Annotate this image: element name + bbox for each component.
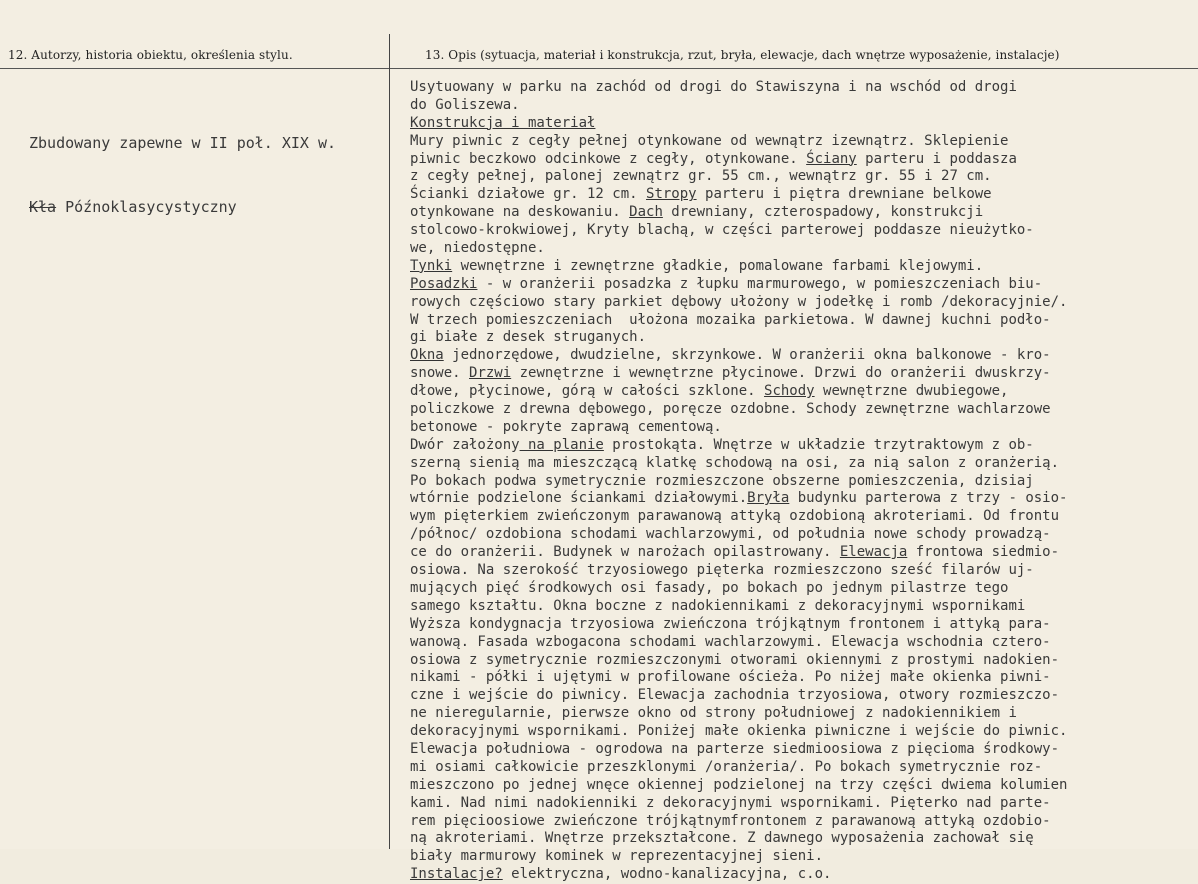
description-line (410, 222, 1196, 240)
description-line (410, 204, 1196, 222)
text-run: policzkowe z drewna dębowego, poręcze ozdobne. Schody zewnętrzne wachlarzowe (410, 401, 1051, 418)
description-line (410, 795, 1196, 813)
description-line (410, 97, 1196, 115)
description-line (410, 687, 1196, 705)
description-line (410, 168, 1196, 186)
description-line (410, 508, 1196, 526)
text-run: mi osiami całkowicie przeszklonymi /oranżeria/. Po bokach symetrycznie roz- (410, 758, 1043, 775)
text-run: mieszczono po jednej wnęce okiennej podzielonej na trzy części dwiema kolumien (410, 776, 1068, 793)
section-12-heading: 12. Autorzy, historia obiektu, określenia stylu. (8, 48, 293, 62)
text-run: Mury piwnic z cegły pełnej otynkowane od wewnątrz izewnątrz. Sklepienie (410, 132, 1009, 149)
text-run: biały marmurowy kominek w reprezentacyjnej sieni. (410, 848, 824, 865)
description-line (410, 329, 1196, 347)
description-line (410, 419, 1196, 437)
text-run: Usytuowany w parku na zachód od drogi do Stawiszyna i na wschód od drogi (410, 79, 1017, 95)
description-line (410, 526, 1196, 544)
description-line (410, 580, 1196, 598)
text-run: z cegły pełnej, palonej zewnątrz gr. 55 cm., wewnątrz gr. 55 i 27 cm. (410, 168, 992, 185)
text-run: W trzech pomieszczeniach ułożona mozaika parkietowa. W dawnej kuchni podło- (410, 311, 1051, 328)
text-run: wtórnie podzielone ściankami działowymi. (410, 490, 748, 507)
description-line (410, 777, 1196, 795)
text-run: wanową. Fasada wzbogacona schodami wachlarzowymi. Elewacja wschodnia cztero- (410, 633, 1051, 650)
text-run: Po bokach podwa symetrycznie rozmieszczone obszerne pomieszczenia, dzisiaj (410, 472, 1034, 489)
description-line (410, 669, 1196, 687)
text-run: ce do oranżerii. Budynek w narożach opilastrowany. (410, 544, 840, 561)
text-run: ne nieregularnie, pierwsze okno od strony południowej z nadokiennikiem i (410, 705, 1017, 722)
text-run: /północ/ ozdobiona schodami wachlarzowymi, od południa nowe schody prowadzą- (410, 526, 1051, 543)
text-run: osiowa z symetrycznie rozmieszczonymi otworami okiennymi z prostymi nadokien- (410, 651, 1060, 668)
history-style-text (29, 86, 336, 260)
underlined-heading: Drzwi (469, 365, 512, 382)
text-run: Wyższa kondygnacja trzyosiowa zwieńczona trójkątnym frontonem i attyką para- (410, 615, 1051, 632)
text-run: stolcowo-krokwiowej, Kryty blachą, w części parterowej poddasze nieużytko- (410, 222, 1034, 239)
description-line (410, 830, 1196, 848)
description-line (410, 383, 1196, 401)
text-run: budynku parterowa z trzy - osio- (789, 490, 1068, 507)
text-run: ną akroteriami. Wnętrze przekształcone. Z dawnego wyposażenia zachował się (410, 830, 1034, 847)
text-run: czne i wejście do piwnicy. Elewacja zachodnia trzyosiowa, otwory rozmieszczo- (410, 687, 1060, 704)
description-line (410, 312, 1196, 330)
text-run: rem pięcioosiowe zwieńczone trójkątnymfrontonem z parawanową attyką ozdobio- (410, 812, 1051, 829)
text-run: prostokąta. Wnętrze w układzie trzytraktowym z ob- (603, 436, 1034, 453)
text-run: Dwór założony (410, 436, 520, 453)
underlined-heading: Tynki (410, 257, 453, 274)
text-run: parteru i piętra drewniane belkowe (696, 186, 992, 203)
text-run: samego kształtu. Okna boczne z nadokiennikami z dekoracyjnymi wspornikami (410, 597, 1026, 614)
description-line (410, 866, 1196, 884)
description-line (410, 473, 1196, 491)
text-run: snowe. (410, 365, 470, 382)
description-line (410, 598, 1196, 616)
description-line (410, 186, 1196, 204)
column-divider (389, 34, 390, 849)
description-line (410, 115, 1196, 133)
description-line (410, 544, 1196, 562)
description-line (410, 634, 1196, 652)
underlined-heading: Instalacje? (410, 866, 503, 883)
description-line (410, 705, 1196, 723)
description-line (410, 455, 1196, 473)
description-line (410, 813, 1196, 831)
text-run: jednorzędowe, dwudzielne, skrzynkowe. W oranżerii okna balkonowe - kro- (443, 347, 1051, 364)
description-line (410, 616, 1196, 634)
description-line (410, 276, 1196, 294)
underlined-heading: Dach (629, 204, 663, 221)
underlined-heading: Ściany (806, 150, 857, 167)
text-run: piwnic beczkowo odcinkowe z cegły, otynkowane. (410, 150, 807, 167)
text-run: betonowe - pokryte zaprawą cementową. (410, 418, 722, 435)
underlined-heading: na planie (519, 436, 604, 453)
description-line (410, 723, 1196, 741)
text-run: rowych częściowo stary parkiet dębowy ułożony w jodełkę i romb /dekoracyjnie/. (410, 293, 1068, 310)
text-run: nikami - półki i ujętymi w profilowane ościeża. Po niżej małe okienka piwni- (410, 669, 1051, 686)
description-line (410, 294, 1196, 312)
text-run: wewnętrzne dwubiegowe, (814, 383, 1009, 400)
description-line (410, 258, 1196, 276)
description-line (410, 652, 1196, 670)
underlined-heading: Elewacja (839, 544, 908, 561)
text-run: mujących pięć środkowych osi fasady, po bokach po jednym pilastrze tego (410, 579, 1009, 596)
dating-line: Zbudowany zapewne w II poł. XIX w. (29, 134, 337, 152)
underlined-heading: Bryła (747, 490, 790, 507)
text-run: otynkowane na deskowaniu. (410, 204, 630, 221)
style-line: Późnoklasycystyczny (56, 197, 237, 216)
underlined-heading: Konstrukcja i materiał (410, 114, 596, 131)
description-line (410, 79, 1196, 97)
underlined-heading: Posadzki (410, 275, 478, 292)
text-run: frontowa siedmio- (907, 544, 1060, 561)
description-line (410, 437, 1196, 455)
section-13-heading: 13. Opis (sytuacja, materiał i konstrukcja, rzut, bryła, elewacje, dach wnętrze wyposażenie, instalacje) (425, 48, 1060, 62)
text-run: wym pięterkiem zwieńczonym parawanową attyką ozdobioną akroteriami. Od frontu (410, 508, 1060, 525)
text-run: do Goliszewa. (410, 96, 520, 113)
text-run: osiowa. Na szerokość trzyosiowego pięterka rozmieszczono sześć filarów uj- (410, 562, 1034, 579)
text-run: wewnętrzne i zewnętrzne gładkie, pomalowane farbami klejowymi. (452, 257, 984, 274)
description-line (410, 562, 1196, 580)
description-line (410, 151, 1196, 169)
description-text (410, 79, 1196, 884)
text-run: gi białe z desek struganych. (410, 329, 647, 346)
description-line (410, 133, 1196, 151)
description-line (410, 240, 1196, 258)
text-run: Elewacja południowa - ogrodowa na parterze siedmioosiowa z pięcioma środkowy- (410, 740, 1060, 757)
text-run: zewnętrzne i wewnętrzne płycinowe. Drzwi do oranżerii dwuskrzy- (511, 365, 1051, 382)
description-line (410, 365, 1196, 383)
description-line (410, 347, 1196, 365)
text-run: dłowe, płycinowe, górą w całości szklone. (410, 383, 765, 400)
struck-text: Kła (29, 197, 57, 216)
description-line (410, 848, 1196, 866)
header-rule (0, 68, 1198, 69)
text-run: Ścianki działowe gr. 12 cm. (410, 186, 647, 203)
description-line (410, 490, 1196, 508)
description-line (410, 741, 1196, 759)
underlined-heading: Stropy (646, 186, 697, 203)
text-run: elektryczna, wodno-kanalizacyjna, c.o. (502, 866, 832, 883)
text-run: drewniany, czterospadowy, konstrukcji (662, 204, 984, 221)
description-line (410, 759, 1196, 777)
text-run: kami. Nad nimi nadokienniki z dekoracyjnymi wspornikami. Pięterko nad parte- (410, 794, 1051, 811)
underlined-heading: Okna (410, 347, 444, 364)
text-run: parteru i poddasza (856, 150, 1017, 167)
text-run: - w oranżerii posadzka z łupku marmurowego, w pomieszczeniach biu- (477, 275, 1043, 292)
underlined-heading: Schody (764, 383, 815, 400)
text-run: szerną sienią ma mieszczącą klatkę schodową na osi, za nią salon z oranżerią. (410, 454, 1060, 471)
text-run: we, niedostępne. (410, 240, 545, 257)
text-run: dekoracyjnymi wspornikami. Poniżej małe okienka piwniczne i wejście do piwnic. (410, 723, 1068, 740)
description-line (410, 401, 1196, 419)
